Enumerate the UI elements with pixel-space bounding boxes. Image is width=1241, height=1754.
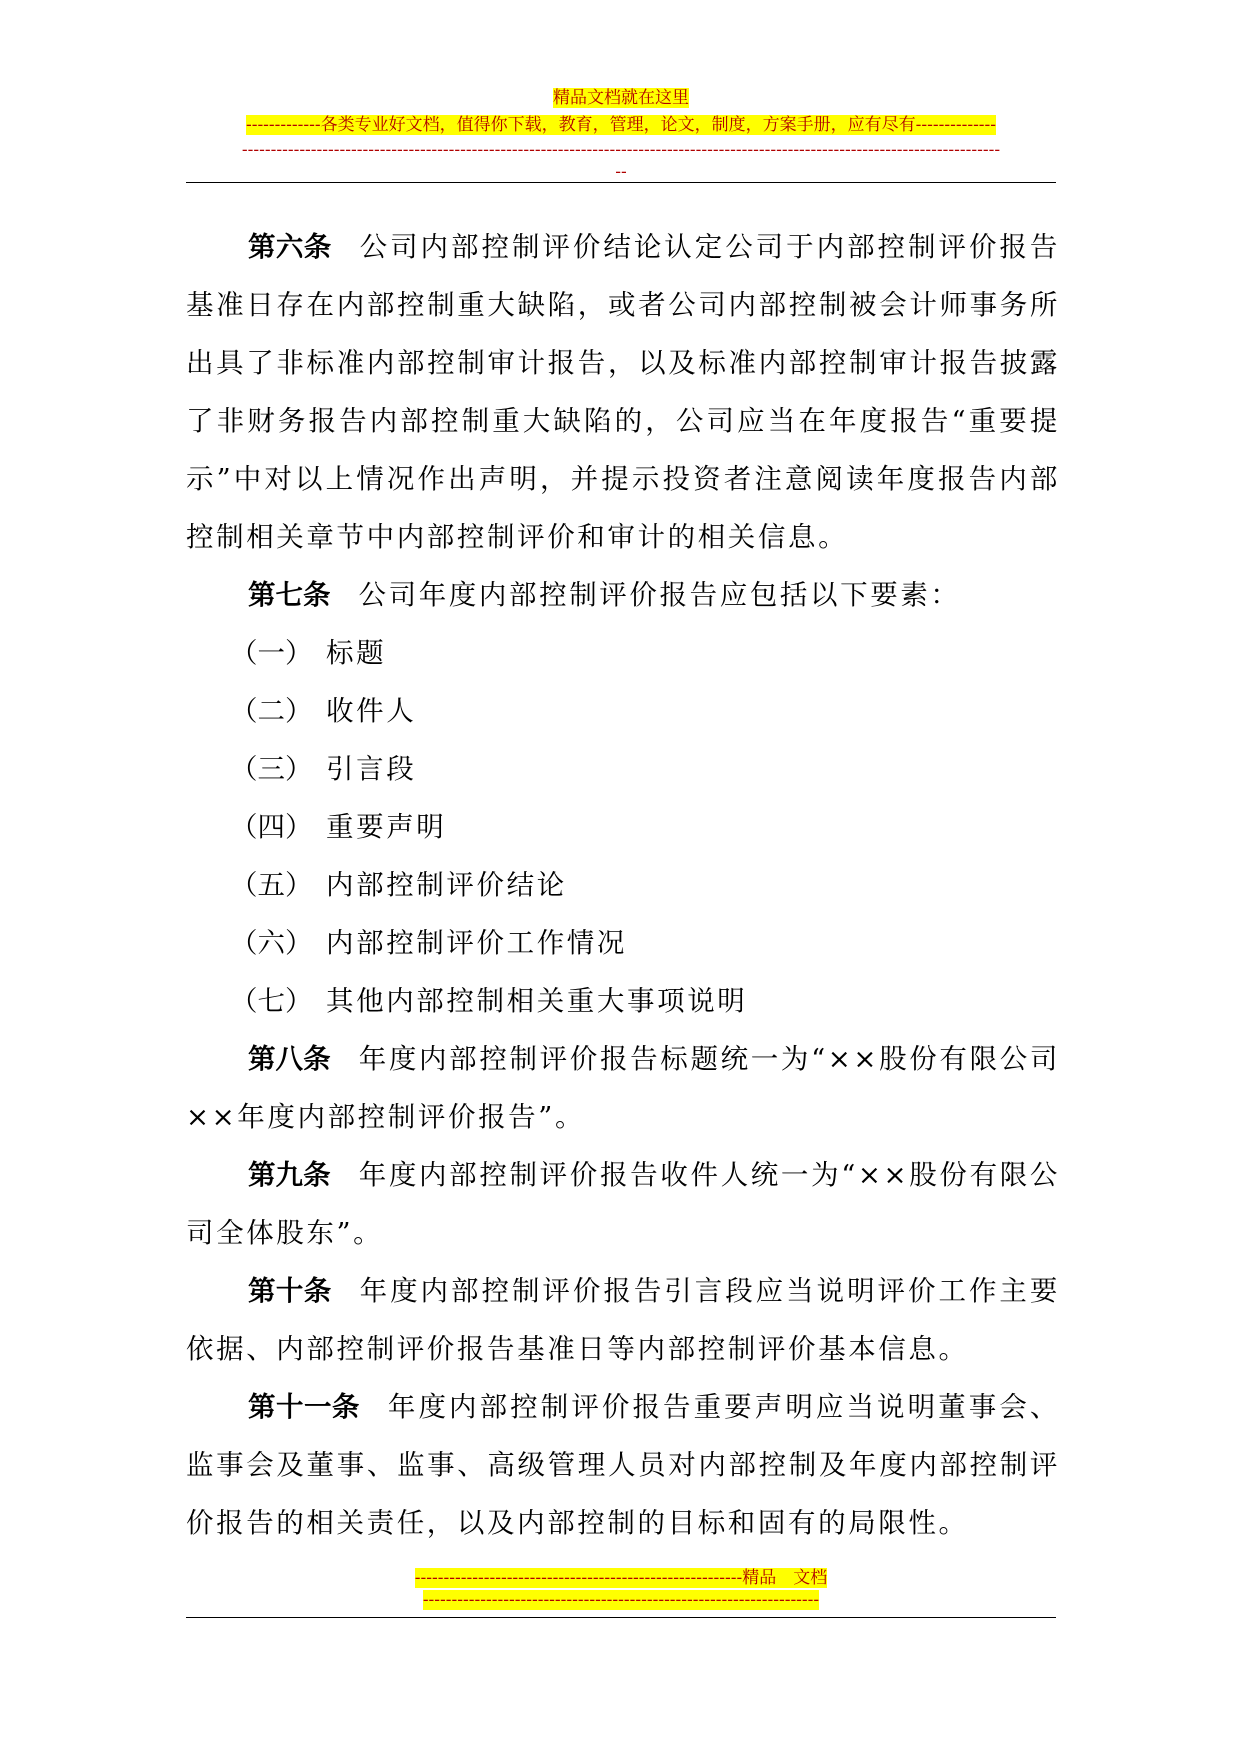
list-item-text: 内部控制评价结论	[326, 869, 567, 901]
article-label: 第六条	[248, 231, 332, 263]
header-dash-tail: --	[615, 162, 627, 182]
article-text: 年度内部控制评价报告引言段应当说明评价工作主要依据、内部控制评价报告基准日等内部控制评价基本信息。	[186, 1275, 1060, 1365]
article-label: 第七条	[248, 579, 331, 611]
article-label: 第十一条	[248, 1391, 360, 1423]
header-slogan: -------------各类专业好文档，值得你下载，教育，管理，论文，制度，方案手册，应有尽有--------------	[245, 115, 997, 135]
list-item	[186, 682, 1060, 740]
header-rule	[186, 182, 1056, 183]
list-item	[186, 740, 1060, 798]
list-item-number: （七）	[230, 985, 313, 1017]
article-10	[186, 1262, 1060, 1378]
list-item-text: 标题	[326, 637, 387, 669]
article-6	[186, 218, 1060, 566]
footer-dash-line: ---------------------------------------------------------------------	[422, 1590, 820, 1610]
list-item-number: （六）	[230, 927, 313, 959]
list-item	[186, 972, 1060, 1030]
article-11	[186, 1378, 1060, 1552]
list-item	[186, 914, 1060, 972]
footer-label: ---------------------------------------------------------精品 文档	[414, 1568, 828, 1588]
list-item-number: （一）	[230, 637, 313, 669]
header-dash-line: ------------------------------------------------------------------------------------------------------------------------------------	[241, 140, 1001, 160]
list-item-text: 内部控制评价工作情况	[326, 927, 627, 959]
article-7	[186, 566, 1060, 624]
list-item-number: （二）	[230, 695, 313, 727]
list-item	[186, 856, 1060, 914]
list-item-number: （五）	[230, 869, 313, 901]
list-item-text: 收件人	[326, 695, 417, 727]
article-text: 公司内部控制评价结论认定公司于内部控制评价报告基准日存在内部控制重大缺陷，或者公司内部控制被会计师事务所出具了非标准内部控制审计报告，以及标准内部控制审计报告披露了非财务报告内部控制重大缺陷的，公司应当在年度报告“重要提示”中对以上情况作出声明，并提示投资者注意阅读年度报告内部控制相关章节中内部控制评价和审计的相关信息。	[186, 231, 1060, 553]
list-item-number: （三）	[230, 753, 313, 785]
footer-rule	[186, 1617, 1056, 1618]
article-text: 年度内部控制评价报告收件人统一为“××股份有限公司全体股东”。	[186, 1159, 1060, 1249]
article-9	[186, 1146, 1060, 1262]
article-text: 年度内部控制评价报告标题统一为“××股份有限公司××年度内部控制评价报告”。	[186, 1043, 1060, 1133]
document-body	[186, 218, 1060, 1552]
list-item	[186, 798, 1060, 856]
article-label: 第九条	[248, 1159, 331, 1191]
article-8	[186, 1030, 1060, 1146]
list-item-text: 其他内部控制相关重大事项说明	[326, 985, 748, 1017]
header-title: 精品文档就在这里	[553, 88, 689, 108]
list-item-number: （四）	[230, 811, 313, 843]
list-item	[186, 624, 1060, 682]
article-label: 第八条	[248, 1043, 331, 1075]
article-text: 年度内部控制评价报告重要声明应当说明董事会、监事会及董事、监事、高级管理人员对内部控制及年度内部控制评价报告的相关责任，以及内部控制的目标和固有的局限性。	[186, 1391, 1060, 1539]
list-item-text: 引言段	[326, 753, 417, 785]
list-item-text: 重要声明	[326, 811, 447, 843]
article-label: 第十条	[248, 1275, 332, 1307]
article-text: 公司年度内部控制评价报告应包括以下要素：	[358, 579, 961, 611]
